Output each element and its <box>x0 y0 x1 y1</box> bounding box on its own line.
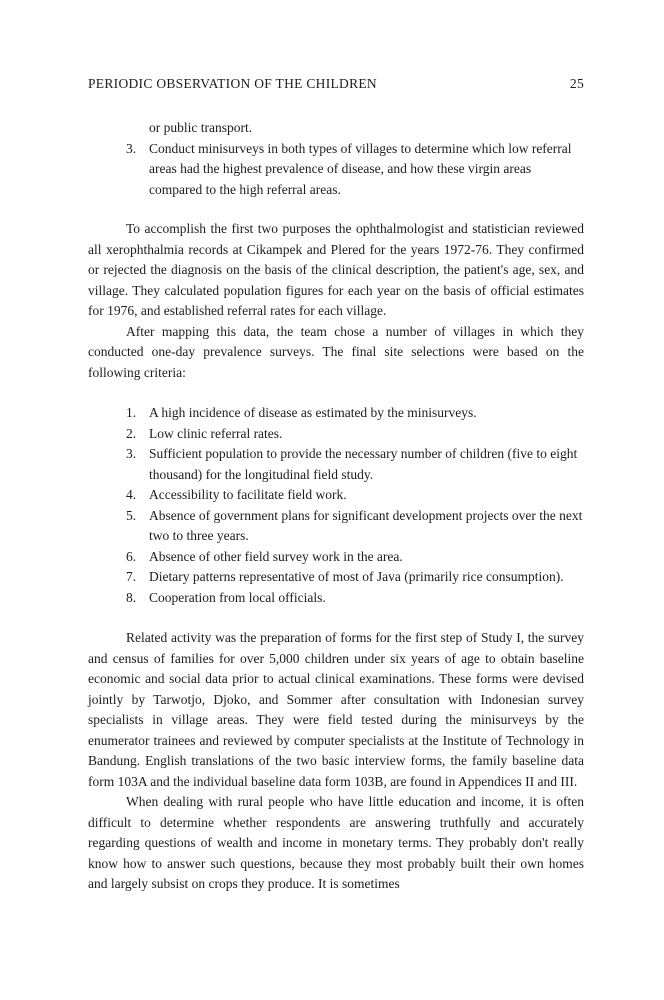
criteria-item <box>88 485 584 506</box>
criteria-text: Absence of government plans for significant development projects over the next two to three years. <box>149 507 583 543</box>
criteria-number: 8. <box>126 589 137 605</box>
criteria-item <box>88 547 584 568</box>
criteria-item <box>88 567 584 588</box>
criteria-item <box>88 424 584 445</box>
criteria-item <box>88 403 584 424</box>
criteria-text: Accessibility to facilitate field work. <box>149 487 347 502</box>
page-number: 25 <box>569 76 584 91</box>
criteria-number: 6. <box>126 548 137 564</box>
running-title: PERIODIC OBSERVATION OF THE CHILDREN <box>88 76 377 91</box>
criteria-item <box>88 506 584 547</box>
criteria-text: Low clinic referral rates. <box>149 425 283 441</box>
criteria-text: Cooperation from local officials. <box>149 589 326 605</box>
continued-list-text: or public transport. <box>149 120 253 135</box>
criteria-number: 3. <box>126 446 137 461</box>
paragraph-site-selection: After mapping this data, the team chose a number of villages in which they conducted one-day prevalence surveys. The final site selections were based on the following criteria: <box>88 323 584 380</box>
criteria-number: 2. <box>126 425 137 441</box>
paragraph-records-review: To accomplish the first two purposes the ophthalmologist and statistician reviewed all xerophthalmia records at Cikampek and Plered for the years 1972-76. They confirmed or rejected the diagnosis on the basis of the clinical description, the patient's age, sex, and village. They calculated population figures for each year on the basis of official estimates for 1976, and established referral rates for each village. <box>88 221 584 318</box>
criteria-text: Absence of other field survey work in the area. <box>149 548 403 564</box>
list-item-text: Conduct minisurveys in both types of villages to determine which low referral areas had the highest prevalence of disease, and how these virgin areas compared to the high referral areas. <box>149 140 572 197</box>
criteria-number: 7. <box>126 569 137 584</box>
list-item-number: 3. <box>126 140 137 156</box>
list-item-3 <box>88 139 584 201</box>
criteria-number: 4. <box>126 487 137 502</box>
paragraph-forms-preparation: Related activity was the preparation of forms for the first step of Study I, the survey and census of families for over 5,000 children under six years of age to obtain baseline economic and social data prior to actual clinical examinations. These forms were devised jointly by Tarwotjo, Djoko, and Sommer after consultation with Indonesian survey specialists in village areas. They were field tested during the minisurveys by the enumerator trainees and reviewed by computer specialists at the Institute of Technology in Bandung. English translations of the two basic interview forms, the family baseline data form 103A and the individual baseline data form 103B, are found in Appendices II and III. <box>88 630 584 789</box>
criteria-number: 1. <box>126 405 137 420</box>
criteria-text: Sufficient population to provide the necessary number of children (five to eight thousand) for the longitudinal field study. <box>149 446 578 482</box>
criteria-item <box>88 588 584 609</box>
criteria-list <box>88 403 584 608</box>
page-body <box>88 118 584 895</box>
paragraph-rural-respondents: When dealing with rural people who have little education and income, it is often difficult to determine whether respondents are answering truthfully and accurately regarding questions of wealth and income in monetary terms. They probably don't really know how to answer such questions, because they most probably built their own homes and largely subsist on crops they produce. It is sometimes <box>88 794 584 891</box>
criteria-text: Dietary patterns representative of most of Java (primarily rice consumption). <box>149 569 564 584</box>
criteria-item <box>88 444 584 485</box>
criteria-text: A high incidence of disease as estimated by the minisurveys. <box>149 405 477 420</box>
criteria-number: 5. <box>126 507 137 523</box>
